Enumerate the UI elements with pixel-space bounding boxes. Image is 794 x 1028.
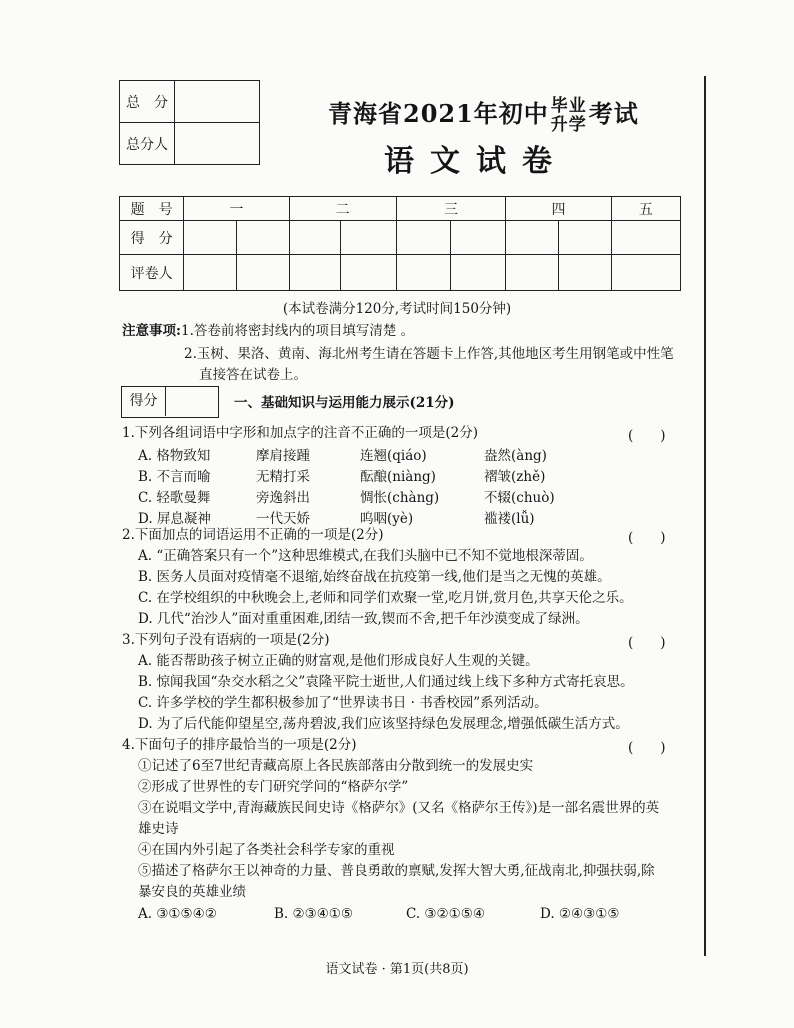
- q1-c-col2: 旁逸斜出: [256, 490, 310, 506]
- q1-d-col1: D. 屏息凝神: [138, 511, 211, 527]
- q4-option-c: C. ③②①⑤④: [406, 906, 485, 922]
- grader-cell[interactable]: [506, 255, 559, 291]
- notes-item2-line1: 2.玉树、果洛、黄南、海北州考生请在答题卡上作答,其他地区考生用钢笔或中性笔: [184, 346, 674, 362]
- grader-cell[interactable]: [451, 255, 506, 291]
- score-table-label-score: 得 分: [120, 221, 184, 255]
- q3-option-c: C. 许多学校的学生都积极参加了“世界读书日 · 书香校园”系列活动。: [138, 695, 548, 711]
- q2-answer-blank[interactable]: ( ): [628, 530, 666, 546]
- score-cell[interactable]: [559, 221, 612, 255]
- q1-b-col2: 无精打采: [256, 469, 310, 485]
- q3-answer-blank[interactable]: ( ): [628, 635, 666, 651]
- grader-cell[interactable]: [396, 255, 450, 291]
- binding-line: [704, 76, 706, 956]
- score-cell[interactable]: [184, 221, 237, 255]
- score-cell[interactable]: [236, 221, 289, 255]
- q1-d-col3: 呜咽(yè): [360, 511, 414, 527]
- exam-title-suffix: 考试: [588, 99, 639, 128]
- q2-stem: 2.下面加点的词语运用不正确的一项是(2分): [122, 527, 384, 543]
- q4-sentence-5a: ⑤描述了格萨尔王以神奇的力量、普良勇敢的禀赋,发挥大智大勇,征战南北,抑强扶弱,除: [138, 863, 655, 879]
- q4-sentence-3a: ③在说唱文学中,青海藏族民间史诗《格萨尔》(又名《格萨尔王传》)是一部名震世界的英: [138, 800, 660, 816]
- q2-option-a: A. “正确答案只有一个”这种思维模式,在我们头脑中已不知不觉地根深蒂固。: [138, 548, 593, 564]
- score-table-label-question: 题 号: [120, 197, 184, 221]
- q2-option-b: B. 医务人员面对疫情毫不退缩,始终奋战在抗疫第一线,他们是当之无愧的英雄。: [138, 569, 611, 585]
- q1-c-col4: 不辍(chuò): [484, 490, 555, 506]
- q3-option-d: D. 为了后代能仰望星空,荡舟碧波,我们应该坚持绿色发展理念,增强低碳生活方式。: [138, 716, 629, 732]
- q2-option-d: D. 几代“治沙人”面对重重困难,团结一致,锲而不舍,把千年沙漠变成了绿洲。: [138, 611, 589, 627]
- q1-a-col1: A. 格物致知: [138, 448, 211, 464]
- q1-a-col3-full: 连翘(qiáo): [360, 444, 427, 464]
- q1-b-col4: 褶皱(zhě): [484, 469, 546, 485]
- grader-cell[interactable]: [236, 255, 289, 291]
- q4-option-a: A. ③①⑤④②: [138, 906, 217, 922]
- q3-option-b: B. 惊闻我国“杂交水稻之父”袁隆平院士逝世,人们通过线上线下多种方式寄托哀思。: [138, 674, 634, 690]
- section1-title: 一、基础知识与运用能力展示(21分): [234, 395, 455, 411]
- section1-score-label: 得分: [122, 387, 166, 416]
- score-table-col-3: 三: [396, 197, 506, 221]
- q1-a-col4: 盎然(àng): [484, 448, 547, 464]
- score-table-col-1: 一: [184, 197, 289, 221]
- q3-option-a: A. 能否帮助孩子树立正确的财富观,是他们形成良好人生观的关键。: [138, 653, 539, 669]
- score-cell[interactable]: [611, 221, 680, 255]
- scorer-label: 总分人: [120, 123, 175, 165]
- total-score-cell[interactable]: [175, 81, 260, 123]
- q4-sentence-3b: 雄史诗: [138, 821, 179, 837]
- q4-option-b: B. ②③④①⑤: [274, 906, 354, 922]
- exam-title-stack-bottom: 升学: [550, 114, 587, 135]
- score-cell[interactable]: [289, 221, 340, 255]
- exam-info: (本试卷满分120分,考试时间150分钟): [282, 301, 512, 317]
- grader-cell[interactable]: [611, 255, 680, 291]
- q1-a-col2: 摩肩接踵: [256, 448, 310, 464]
- q4-sentence-5b: 暴安良的英雄业绩: [138, 884, 246, 900]
- q1-c-col1: C. 轻歌曼舞: [138, 490, 211, 506]
- grader-cell[interactable]: [289, 255, 340, 291]
- score-table-col-4: 四: [506, 197, 611, 221]
- score-cell[interactable]: [396, 221, 450, 255]
- q4-sentence-4: ④在国内外引起了各类社会科学专家的重视: [138, 842, 395, 858]
- notes-item2-line2: 直接答在试卷上。: [199, 367, 307, 383]
- q4-stem: 4.下面句子的排序最恰当的一项是(2分): [122, 737, 357, 753]
- q1-answer-blank[interactable]: ( ): [628, 428, 666, 444]
- score-table-label-grader: 评卷人: [120, 255, 184, 291]
- score-cell[interactable]: [340, 221, 396, 255]
- score-cell[interactable]: [451, 221, 506, 255]
- total-score-box: [119, 80, 260, 165]
- q1-stem: 1.下列各组词语中字形和加点字的注音不正确的一项是(2分): [122, 425, 479, 441]
- exam-title: [328, 94, 639, 135]
- grader-cell[interactable]: [340, 255, 396, 291]
- q1-d-col4: 褴褛(lǚ): [484, 511, 535, 527]
- score-table: [119, 196, 681, 291]
- grader-cell[interactable]: [184, 255, 237, 291]
- q4-sentence-1: ①记述了6至7世纪青藏高原上各民族部落由分散到统一的发展史实: [138, 758, 534, 774]
- q1-b-col1: B. 不言而喻: [138, 469, 211, 485]
- page-footer: 语文试卷 · 第1页(共8页): [325, 962, 469, 977]
- q3-stem: 3.下列句子没有语病的一项是(2分): [122, 632, 330, 648]
- section1-score-box[interactable]: [121, 386, 219, 418]
- notes-item1: [122, 322, 414, 340]
- score-cell[interactable]: [506, 221, 559, 255]
- scorer-cell[interactable]: [175, 123, 260, 165]
- exam-title-main: 青海省2021年初中: [328, 99, 549, 128]
- q1-d-col2: 一代天娇: [256, 511, 310, 527]
- notes-label: 注意事项:: [122, 323, 181, 339]
- exam-title-stack: [551, 97, 587, 135]
- q4-sentence-2: ②形成了世界性的专门研究学问的“格萨尔学”: [138, 779, 409, 795]
- q2-option-c: C. 在学校组织的中秋晚会上,老师和同学们欢聚一堂,吃月饼,赏月色,共享天伦之乐。: [138, 590, 633, 606]
- exam-title-stack-top: 毕业: [550, 95, 587, 116]
- q4-option-d: D. ②④③①⑤: [540, 906, 620, 922]
- score-table-col-2: 二: [289, 197, 396, 221]
- grader-cell[interactable]: [559, 255, 612, 291]
- notes-item1-text: 1.答卷前将密封线内的项目填写清楚 。: [180, 323, 415, 339]
- q1-c-col3: 惆怅(chàng): [360, 490, 440, 506]
- q4-answer-blank[interactable]: ( ): [628, 740, 666, 756]
- q1-b-col3: 酝酿(niàng): [360, 469, 436, 485]
- total-score-label: 总 分: [120, 81, 175, 123]
- score-table-col-5: 五: [611, 197, 680, 221]
- subject-title: 语文试卷: [384, 144, 568, 179]
